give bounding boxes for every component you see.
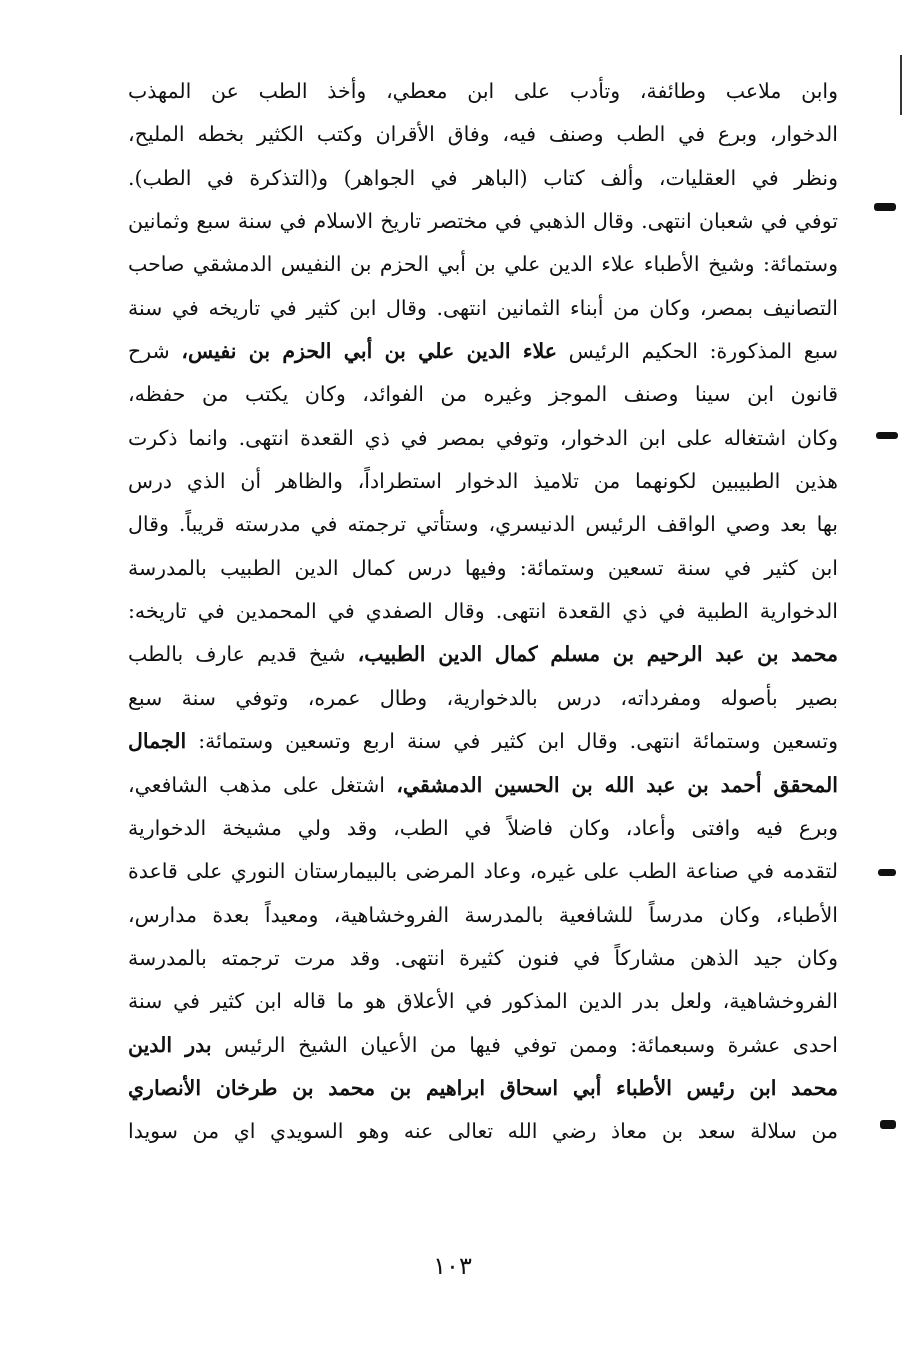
text-line	[128, 1110, 838, 1153]
text-segment: بها بعد وصي الواقف الرئيس الدنيسري، وستأتي ترجمته في مدرسته قريباً. وقال	[128, 512, 838, 537]
text-line	[128, 157, 838, 200]
text-segment: ونظر في العقليات، وألف كتاب (الباهر في الجواهر) و(التذكرة في الطب).	[128, 165, 838, 190]
text-segment: سبع المذكورة: الحكيم الرئيس	[556, 339, 838, 364]
text-line	[128, 764, 838, 807]
bold-name-text: بدر الدين	[128, 1032, 212, 1057]
bold-name-text: المحقق أحمد بن عبد الله بن الحسين الدمشقي،	[396, 772, 838, 797]
text-segment: التصانيف بمصر، وكان من أبناء الثمانين انتهى. وقال ابن كثير في تاريخه في سنة	[128, 295, 838, 320]
text-line	[128, 850, 838, 893]
scan-edge-line	[900, 55, 902, 115]
text-segment: وبرع فيه وافتى وأعاد، وكان فاضلاً في الطب، وقد ولي مشيخة الدخوارية	[128, 815, 838, 840]
text-line	[128, 373, 838, 416]
text-segment: الدخوارية الطبية في ذي القعدة انتهى. وقال الصفدي في المحمدين في تاريخه:	[128, 599, 838, 624]
text-line	[128, 287, 838, 330]
text-line	[128, 590, 838, 633]
body-text	[128, 70, 838, 1154]
text-segment: الأطباء، وكان مدرساً للشافعية بالمدرسة الفروخشاهية، ومعيداً بعدة مدارس،	[128, 902, 838, 927]
text-segment: شيخ قديم عارف بالطب	[128, 642, 358, 667]
bold-name-text: علاء الدين علي بن أبي الحزم بن نفيس،	[181, 339, 557, 364]
text-segment: وكان جيد الذهن مشاركاً في فنون كثيرة انتهى. وقد مرت ترجمته بالمدرسة	[128, 945, 838, 970]
text-segment: احدى عشرة وسبعمائة: وممن توفي فيها من الأعيان الشيخ الرئيس	[211, 1032, 838, 1057]
text-line	[128, 113, 838, 156]
text-line	[128, 330, 838, 373]
text-line	[128, 1067, 838, 1110]
scan-edge-mark	[876, 432, 898, 439]
text-segment: ابن كثير في سنة تسعين وستمائة: وفيها درس كمال الدين الطبيب بالمدرسة	[128, 555, 838, 580]
text-segment: وابن ملاعب وطائفة، وتأدب على ابن معطي، وأخذ الطب عن المهذب	[128, 79, 838, 103]
scan-edge-mark	[880, 1120, 896, 1129]
text-line	[128, 547, 838, 590]
text-line	[128, 200, 838, 243]
text-line	[128, 807, 838, 850]
text-segment: شرح	[128, 339, 182, 364]
text-segment: بصير بأصوله ومفرداته، درس بالدخوارية، وطال عمره، وتوفي سنة سبع	[128, 685, 838, 710]
text-line	[128, 937, 838, 980]
scan-edge-mark	[878, 869, 896, 876]
page-number: ١٠٣	[433, 1252, 472, 1280]
text-line	[128, 460, 838, 503]
text-segment: الفروخشاهية، ولعل بدر الدين المذكور في الأعلاق هو ما قاله ابن كثير في سنة	[128, 989, 838, 1014]
text-segment: الدخوار، وبرع في الطب وصنف فيه، وفاق الأقران وكتب الكثير بخطه المليح،	[128, 122, 838, 147]
text-segment: توفي في شعبان انتهى. وقال الذهبي في مختصر تاريخ الاسلام في سنة سبع وثمانين	[128, 209, 838, 234]
text-segment: هذين الطبيبين لكونهما من تلاميذ الدخوار استطراداً، والظاهر أن الذي درس	[128, 469, 838, 494]
scan-edge-mark	[874, 203, 896, 211]
text-line	[128, 980, 838, 1023]
bold-name-text: محمد بن عبد الرحيم بن مسلم كمال الدين الطبيب،	[357, 642, 838, 667]
text-line	[128, 633, 838, 676]
text-line	[128, 417, 838, 460]
text-line	[128, 677, 838, 720]
text-line	[128, 720, 838, 763]
bold-name-text: الجمال	[128, 729, 187, 754]
text-segment: وستمائة: وشيخ الأطباء علاء الدين علي بن أبي الحزم بن النفيس الدمشقي صاحب	[128, 252, 838, 277]
text-segment: وكان اشتغاله على ابن الدخوار، وتوفي بمصر في ذي القعدة انتهى. وانما ذكرت	[128, 425, 838, 450]
text-line	[128, 894, 838, 937]
text-line	[128, 503, 838, 546]
text-line	[128, 1024, 838, 1067]
text-segment: لتقدمه في صناعة الطب على غيره، وعاد المرضى بالبيمارستان النوري على قاعدة	[128, 859, 838, 884]
text-segment: اشتغل على مذهب الشافعي،	[128, 772, 397, 797]
text-segment: من سلالة سعد بن معاذ رضي الله تعالى عنه وهو السويدي اي من سويدا	[128, 1119, 838, 1144]
text-segment: قانون ابن سينا وصنف الموجز وغيره من الفوائد، وكان يكتب من حفظه،	[128, 382, 838, 407]
text-line	[128, 243, 838, 286]
text-line	[128, 70, 838, 113]
bold-name-text: محمد ابن رئيس الأطباء أبي اسحاق ابراهيم بن محمد بن طرخان الأنصاري	[128, 1075, 838, 1100]
text-segment: وتسعين وستمائة انتهى. وقال ابن كثير في سنة اربع وتسعين وستمائة:	[186, 729, 838, 754]
